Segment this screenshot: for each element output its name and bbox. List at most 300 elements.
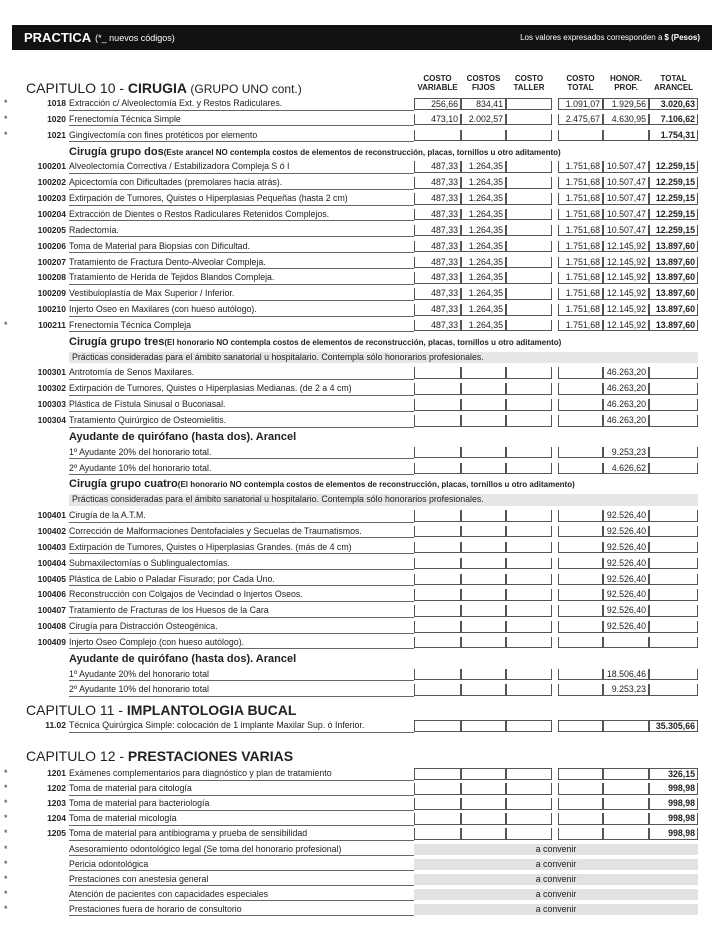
- value-cell: 1.264,35: [461, 177, 506, 189]
- chapter-name: CIRUGIA: [127, 80, 188, 96]
- value-cell: [461, 798, 506, 810]
- value-cell: [506, 768, 552, 780]
- value-cell: [414, 783, 461, 795]
- table-row: [0, 844, 720, 856]
- table-row: [0, 288, 720, 300]
- value-cell: 1.264,35: [461, 225, 506, 237]
- section-row: [0, 336, 720, 348]
- top-strip: [0, 0, 720, 10]
- practice-description: Prestaciones con anestesia general: [69, 874, 414, 887]
- value-cell: [461, 669, 506, 681]
- value-cell: [506, 272, 552, 284]
- value-cell: [558, 669, 603, 681]
- table-row: [0, 684, 720, 696]
- value-cell: 2.475,67: [558, 114, 603, 126]
- value-cell: [461, 684, 506, 696]
- value-cell: [506, 130, 552, 142]
- table-row: [0, 798, 720, 810]
- practice-code: 1205: [47, 828, 66, 839]
- value-cell: 1.751,68: [558, 320, 603, 332]
- value-cell: [461, 399, 506, 411]
- new-code-marker: *: [4, 798, 8, 809]
- value-cell: 13.897,60: [649, 320, 698, 332]
- table-row: [0, 783, 720, 795]
- practice-description: Tratamiento de Herida de Tejidos Blandos Compleja.: [69, 272, 414, 285]
- value-cell: 1.751,68: [558, 193, 603, 205]
- value-cell: [558, 637, 603, 649]
- new-code-marker: *: [4, 768, 8, 778]
- value-cell: [506, 589, 552, 601]
- table-row: [0, 542, 720, 554]
- value-cell: 1.751,68: [558, 177, 603, 189]
- value-cell: 12.145,92: [603, 320, 649, 332]
- value-cell: [506, 447, 552, 459]
- practice-code: 100202: [37, 177, 66, 188]
- value-cell: [558, 621, 603, 633]
- value-cell: [461, 768, 506, 780]
- table-row: [0, 114, 720, 126]
- value-cell: [414, 589, 461, 601]
- value-cell: [414, 798, 461, 810]
- col-costo-total: COSTO TOTAL: [566, 74, 595, 92]
- practice-code: 100207: [37, 256, 66, 267]
- value-cell: [461, 447, 506, 459]
- value-cell: [603, 798, 649, 810]
- value-cell: [506, 510, 552, 522]
- value-cell: 487,33: [414, 209, 461, 221]
- value-cell: 1.264,35: [461, 257, 506, 269]
- value-cell: [414, 367, 461, 379]
- chapter-prefix: CAPITULO 12 -: [26, 748, 128, 764]
- col-honor-prof: HONOR. PROF.: [610, 74, 642, 92]
- note-row: [0, 352, 720, 364]
- value-cell: [506, 542, 552, 554]
- value-cell: 92.526,40: [603, 605, 649, 617]
- value-cell: 12.259,15: [649, 161, 698, 173]
- practice-code: 100201: [37, 161, 66, 172]
- practice-description: 2º Ayudante 10% del honorario total: [69, 684, 414, 697]
- value-cell: 35.305,66: [649, 720, 698, 732]
- value-cell: [461, 637, 506, 649]
- practice-code: 100408: [37, 621, 66, 632]
- practice-description: Submaxilectomías o Sublingualectomías.: [69, 558, 414, 571]
- table-row: [0, 463, 720, 475]
- value-cell: 12.259,15: [649, 209, 698, 221]
- section-name: Cirugía grupo cuatro: [69, 478, 178, 491]
- practice-code: 100210: [37, 304, 66, 315]
- practice-code: 100208: [37, 272, 66, 283]
- practice-note: Prácticas consideradas para el ámbito sanatorial u hospitalario. Contempla sólo honorarios profesionales.: [69, 352, 698, 364]
- agreed-price: a convenir: [414, 904, 698, 916]
- value-cell: 1.929,56: [603, 98, 649, 110]
- value-cell: [461, 383, 506, 395]
- value-cell: [461, 605, 506, 617]
- practice-description: Injerto Oseo Complejo (con hueso autólogo).: [69, 637, 414, 650]
- practice-code: 100206: [37, 240, 66, 251]
- value-cell: [461, 589, 506, 601]
- practice-code: 100403: [37, 541, 66, 552]
- value-cell: 1.751,68: [558, 161, 603, 173]
- value-cell: 1.754,31: [649, 130, 698, 142]
- table-row: [0, 904, 720, 916]
- value-cell: 10.507,47: [603, 177, 649, 189]
- value-cell: [506, 114, 552, 126]
- value-cell: 12.145,92: [603, 272, 649, 284]
- practice-code: 100409: [37, 636, 66, 647]
- value-cell: [506, 415, 552, 427]
- value-cell: 1.751,68: [558, 304, 603, 316]
- value-cell: [558, 768, 603, 780]
- table-row: [0, 828, 720, 840]
- value-cell: [558, 447, 603, 459]
- value-cell: 9.253,23: [603, 447, 649, 459]
- value-cell: [558, 720, 603, 732]
- agreed-price: a convenir: [414, 844, 698, 856]
- value-cell: [558, 589, 603, 601]
- value-cell: [649, 542, 698, 554]
- value-cell: [649, 463, 698, 475]
- value-cell: [414, 130, 461, 142]
- col-total-arancel: TOTAL ARANCEL: [653, 74, 694, 92]
- value-cell: [506, 177, 552, 189]
- value-cell: [506, 463, 552, 475]
- table-row: [0, 621, 720, 633]
- value-cell: [558, 684, 603, 696]
- value-cell: 92.526,40: [603, 526, 649, 538]
- value-cell: [558, 383, 603, 395]
- value-cell: [506, 720, 552, 732]
- chapter-11-title: [26, 702, 296, 718]
- table-row: [0, 874, 720, 886]
- practice-note: Prácticas consideradas para el ámbito sanatorial u hospitalario. Contempla sólo honorarios profesionales.: [69, 494, 698, 506]
- table-row: [0, 669, 720, 681]
- practice-description: Gingivectomía con fines protéticos por elemento: [69, 130, 414, 143]
- value-cell: 326,15: [649, 768, 698, 780]
- value-cell: [649, 589, 698, 601]
- header-note: Los valores expresados corresponden a: [520, 33, 663, 42]
- practice-code: 100211: [38, 319, 66, 330]
- value-cell: 46.263,20: [603, 383, 649, 395]
- value-cell: [603, 768, 649, 780]
- chapter-sub: (GRUPO UNO cont.): [187, 82, 302, 96]
- practice-description: Exámenes complementarios para diagnóstico y plan de tratamiento: [69, 768, 414, 781]
- practice-code: 100303: [37, 399, 66, 410]
- value-cell: [461, 720, 506, 732]
- value-cell: [558, 367, 603, 379]
- value-cell: [558, 783, 603, 795]
- practice-code: 100302: [37, 383, 66, 394]
- value-cell: 12.259,15: [649, 177, 698, 189]
- section-row: [0, 146, 720, 158]
- value-cell: 487,33: [414, 288, 461, 300]
- practice-description: Cirugía para Distracción Osteogénica.: [69, 621, 414, 634]
- value-cell: [506, 526, 552, 538]
- value-cell: 1.091,07: [558, 98, 603, 110]
- new-code-marker: *: [4, 783, 8, 794]
- chapter-10-title: [26, 80, 302, 96]
- value-cell: [649, 684, 698, 696]
- value-cell: [506, 574, 552, 586]
- value-cell: 998,98: [649, 828, 698, 840]
- value-cell: 4.626,62: [603, 463, 649, 475]
- value-cell: [506, 383, 552, 395]
- value-cell: [414, 684, 461, 696]
- table-row: [0, 510, 720, 522]
- practice-description: Extirpación de Tumores, Quistes o Hiperplasias Medianas. (de 2 a 4 cm): [69, 383, 414, 396]
- page-header: [12, 25, 712, 50]
- value-cell: [461, 574, 506, 586]
- value-cell: [506, 209, 552, 221]
- value-cell: [461, 463, 506, 475]
- value-cell: 92.526,40: [603, 542, 649, 554]
- value-cell: [649, 399, 698, 411]
- practice-description: Corrección de Malformaciones Dentofaciales y Secuelas de Traumatismos.: [69, 526, 414, 539]
- value-cell: [414, 720, 461, 732]
- practice-description: Extracción c/ Alveolectomía Ext. y Restos Radiculares.: [69, 98, 414, 111]
- value-cell: 46.263,20: [603, 399, 649, 411]
- value-cell: 46.263,20: [603, 367, 649, 379]
- practice-description: Toma de material micología: [69, 813, 414, 826]
- value-cell: [461, 526, 506, 538]
- value-cell: 92.526,40: [603, 621, 649, 633]
- value-cell: 487,33: [414, 193, 461, 205]
- value-cell: 487,33: [414, 272, 461, 284]
- value-cell: [414, 447, 461, 459]
- practice-code: 100301: [37, 367, 66, 378]
- value-cell: [506, 98, 552, 110]
- col-costo-taller: COSTO TALLER: [513, 74, 545, 92]
- table-row: [0, 98, 720, 110]
- value-cell: [414, 510, 461, 522]
- value-cell: [506, 813, 552, 825]
- table-row: [0, 720, 720, 732]
- practice-description: Tratamiento Quirúrgico de Osteomielitis.: [69, 415, 414, 428]
- value-cell: [649, 447, 698, 459]
- practice-description: Técnica Quirúrgica Simple: colocación de 1 implante Maxilar Sup. ó Inferior.: [69, 720, 414, 733]
- new-code-marker: *: [4, 888, 8, 899]
- practice-description: Asesoramiento odontológico legal (Se toma del honorario profesional): [69, 844, 414, 857]
- value-cell: [603, 813, 649, 825]
- new-code-marker: *: [4, 858, 8, 869]
- practice-description: Vestibuloplastía de Max Superior / Inferior.: [69, 288, 414, 301]
- value-cell: 1.264,35: [461, 209, 506, 221]
- practice-description: Cirugía de la A.T.M.: [69, 510, 414, 523]
- value-cell: [558, 828, 603, 840]
- value-cell: [649, 605, 698, 617]
- value-cell: [506, 257, 552, 269]
- practice-description: Prestaciones fuera de horario de consultorio: [69, 904, 414, 917]
- value-cell: [506, 304, 552, 316]
- value-cell: [649, 367, 698, 379]
- value-cell: [506, 783, 552, 795]
- header-title: PRACTICA: [24, 30, 92, 45]
- value-cell: 998,98: [649, 783, 698, 795]
- value-cell: [414, 526, 461, 538]
- practice-code: 100401: [37, 510, 66, 521]
- value-cell: [558, 526, 603, 538]
- value-cell: 13.897,60: [649, 304, 698, 316]
- section-title: [69, 431, 296, 443]
- value-cell: 1.264,35: [461, 193, 506, 205]
- practice-code: 1018: [47, 98, 66, 108]
- value-cell: 92.526,40: [603, 510, 649, 522]
- value-cell: 1.264,35: [461, 304, 506, 316]
- value-cell: 18.506,46: [603, 669, 649, 681]
- chapter-prefix: CAPITULO 11 -: [26, 702, 127, 718]
- table-row: [0, 526, 720, 538]
- value-cell: [506, 225, 552, 237]
- table-row: [0, 768, 720, 780]
- value-cell: [461, 367, 506, 379]
- table-row: [0, 257, 720, 269]
- value-cell: 1.751,68: [558, 288, 603, 300]
- chapter-12-title: [26, 748, 293, 764]
- table-row: [0, 193, 720, 205]
- chapter-name: IMPLANTOLOGIA BUCAL: [126, 702, 297, 718]
- value-cell: [414, 605, 461, 617]
- section-title: [69, 336, 561, 349]
- value-cell: 12.145,92: [603, 257, 649, 269]
- value-cell: 487,33: [414, 177, 461, 189]
- value-cell: [506, 558, 552, 570]
- note-row: [0, 494, 720, 506]
- value-cell: [649, 621, 698, 633]
- header-currency: $ (Pesos): [664, 33, 700, 42]
- new-code-marker: *: [4, 843, 8, 854]
- practice-description: Radectomía.: [69, 225, 414, 238]
- value-cell: 7.106,62: [649, 114, 698, 126]
- practice-code: 100407: [37, 605, 66, 616]
- practice-code: 1201: [47, 768, 66, 778]
- value-cell: [506, 669, 552, 681]
- section-title: [69, 146, 561, 159]
- table-row: [0, 605, 720, 617]
- value-cell: [414, 558, 461, 570]
- column-headers: [414, 74, 698, 92]
- practice-description: Toma de material para citología: [69, 783, 414, 796]
- practice-description: Tratamiento de Fracturas de los Huesos de la Cara: [69, 605, 414, 618]
- value-cell: [461, 558, 506, 570]
- table-row: [0, 813, 720, 825]
- practice-description: 1º Ayudante 20% del honorario total.: [69, 447, 414, 460]
- value-cell: 2.002,57: [461, 114, 506, 126]
- table-row: [0, 272, 720, 284]
- practice-code: 100304: [37, 415, 66, 425]
- value-cell: 10.507,47: [603, 193, 649, 205]
- practice-description: Atención de pacientes con capacidades especiales: [69, 889, 414, 902]
- value-cell: 46.263,20: [603, 415, 649, 427]
- value-cell: [414, 383, 461, 395]
- practice-description: Extirpación de Tumores, Quistes o Hiperplasias Pequeñas (hasta 2 cm): [69, 193, 414, 206]
- value-cell: [506, 399, 552, 411]
- header-subtitle: (*_ nuevos códigos): [95, 32, 175, 43]
- value-cell: [649, 526, 698, 538]
- value-cell: 834,41: [461, 98, 506, 110]
- value-cell: 92.526,40: [603, 574, 649, 586]
- value-cell: 487,33: [414, 304, 461, 316]
- practice-description: Reconstrucción con Colgajos de Vecindad o Injertos Oseos.: [69, 589, 414, 602]
- value-cell: [649, 558, 698, 570]
- section-title: [69, 653, 296, 665]
- table-row: [0, 225, 720, 237]
- new-code-marker: *: [4, 98, 8, 108]
- value-cell: [461, 415, 506, 427]
- value-cell: 1.264,35: [461, 161, 506, 173]
- value-cell: 1.264,35: [461, 288, 506, 300]
- table-row: [0, 130, 720, 142]
- table-row: [0, 859, 720, 871]
- value-cell: [414, 542, 461, 554]
- value-cell: 487,33: [414, 320, 461, 332]
- value-cell: [414, 828, 461, 840]
- value-cell: [506, 367, 552, 379]
- value-cell: [603, 783, 649, 795]
- value-cell: [558, 574, 603, 586]
- value-cell: 13.897,60: [649, 241, 698, 253]
- value-cell: [506, 605, 552, 617]
- practice-description: Frenectomía Técnica Simple: [69, 114, 414, 127]
- value-cell: 10.507,47: [603, 225, 649, 237]
- value-cell: [461, 828, 506, 840]
- value-cell: [414, 637, 461, 649]
- value-cell: [461, 130, 506, 142]
- value-cell: 1.264,35: [461, 241, 506, 253]
- col-costo-variable: COSTO VARIABLE: [417, 74, 458, 92]
- practice-description: 1º Ayudante 20% del honorario total: [69, 669, 414, 682]
- value-cell: 1.751,68: [558, 241, 603, 253]
- value-cell: [558, 798, 603, 810]
- value-cell: 473,10: [414, 114, 461, 126]
- practice-description: Toma de material para antibiograma y prueba de sensibilidad: [69, 828, 414, 841]
- table-row: [0, 889, 720, 901]
- new-code-marker: *: [4, 129, 8, 140]
- practice-description: Extracción de Dientes o Restos Radiculares Retenidos Complejos.: [69, 209, 414, 222]
- value-cell: 12.259,15: [649, 225, 698, 237]
- value-cell: [414, 415, 461, 427]
- value-cell: 1.751,68: [558, 257, 603, 269]
- value-cell: [558, 558, 603, 570]
- value-cell: [414, 574, 461, 586]
- table-row: [0, 304, 720, 316]
- value-cell: [558, 813, 603, 825]
- value-cell: [649, 637, 698, 649]
- value-cell: [506, 828, 552, 840]
- value-cell: [461, 510, 506, 522]
- value-cell: [506, 621, 552, 633]
- value-cell: 487,33: [414, 225, 461, 237]
- value-cell: 1.264,35: [461, 320, 506, 332]
- table-row: [0, 161, 720, 173]
- value-cell: 998,98: [649, 798, 698, 810]
- section-note: (Este arancel NO contempla costos de elementos de reconstrucción, placas, tornillos u otro aditamento): [163, 147, 561, 157]
- table-row: [0, 589, 720, 601]
- practice-description: Toma de Material para Biopsias con Dificultad.: [69, 241, 414, 254]
- practice-description: Injerto Oseo en Maxilares (con hueso autólogo).: [69, 304, 414, 317]
- value-cell: [461, 783, 506, 795]
- value-cell: [506, 161, 552, 173]
- table-row: [0, 177, 720, 189]
- practice-code: 1202: [47, 783, 66, 794]
- value-cell: [649, 510, 698, 522]
- value-cell: [461, 621, 506, 633]
- value-cell: [558, 463, 603, 475]
- practice-description: Antrotomía de Senos Maxilares.: [69, 367, 414, 380]
- value-cell: 1.751,68: [558, 209, 603, 221]
- value-cell: [558, 542, 603, 554]
- table-row: [0, 558, 720, 570]
- practice-code: 1203: [47, 798, 66, 809]
- table-row: [0, 241, 720, 253]
